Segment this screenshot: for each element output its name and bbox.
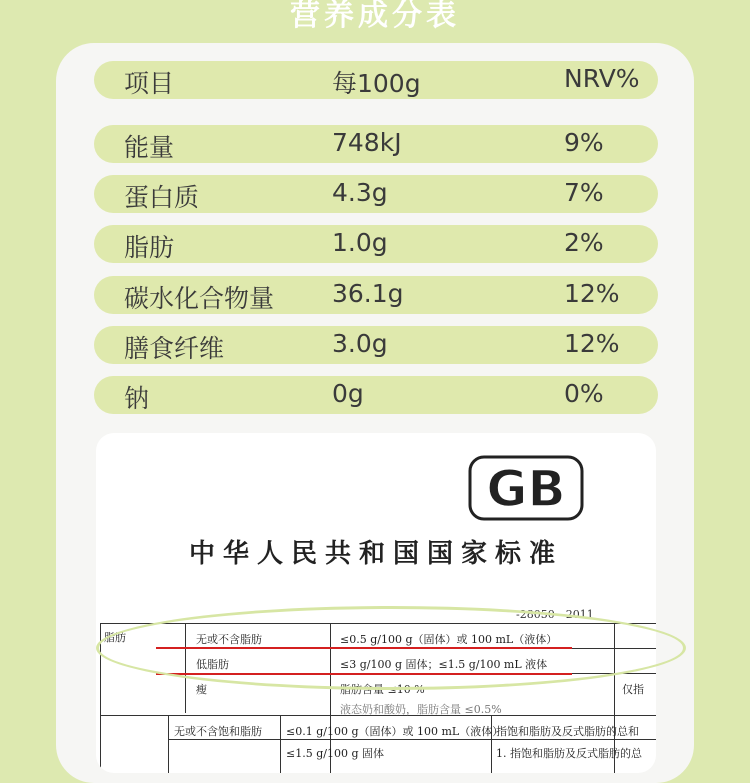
header-per: 每100g (332, 69, 421, 98)
header-item: 项目 (124, 69, 175, 98)
standard-number: -28050—2011 (516, 608, 594, 621)
table-condition: ≤0.5 g/100 g（固体）或 100 mL（液体） (340, 633, 558, 646)
table-note: 指饱和脂肪及反式脂肪的总和 (496, 725, 639, 738)
table-line (168, 739, 656, 740)
standard-document (96, 433, 656, 773)
table-term: 无或不含饱和脂肪 (174, 725, 262, 738)
gb-logo-icon (466, 453, 586, 523)
table-header-row (94, 61, 658, 99)
table-condition: ≤3 g/100 g 固体；≤1.5 g/100 mL 液体 (340, 658, 548, 671)
header-nrv: NRV% (564, 64, 640, 93)
table-line (168, 715, 169, 773)
table-note: 1. 指饱和脂肪及反式脂肪的总 (496, 747, 642, 760)
table-row (94, 175, 658, 213)
row-nrv: 12% (564, 279, 620, 308)
row-name: 膳食纤维 (124, 334, 225, 363)
table-row (94, 376, 658, 414)
row-nrv: 7% (564, 178, 604, 207)
row-name: 蛋白质 (124, 183, 200, 212)
table-line (280, 715, 281, 773)
row-per: 3.0g (332, 329, 388, 358)
table-condition: 脂肪含量 ≤10 % (340, 683, 425, 696)
table-cut-row: 液态奶和酸奶，脂肪含量 ≤0.5% (340, 703, 502, 716)
table-note: 仅指 (622, 683, 644, 696)
highlight-ellipse (96, 606, 686, 690)
row-nrv: 9% (564, 128, 604, 157)
table-category: 脂肪 (104, 631, 126, 644)
row-name: 能量 (124, 133, 175, 162)
row-nrv: 2% (564, 228, 604, 257)
row-per: 748kJ (332, 128, 402, 157)
row-per: 0g (332, 379, 364, 408)
table-term: 瘦 (196, 683, 207, 696)
page-title: 营养成分表 (290, 0, 460, 33)
row-nrv: 12% (564, 329, 620, 358)
row-per: 1.0g (332, 228, 388, 257)
table-condition: ≤0.1 g/100 g（固体）或 100 mL（液体） (286, 725, 504, 738)
table-condition: ≤1.5 g/100 g 固体 (286, 747, 384, 760)
row-name: 脂肪 (124, 233, 175, 262)
row-per: 36.1g (332, 279, 404, 308)
table-term: 低脂肪 (196, 658, 229, 671)
row-name: 钠 (124, 384, 150, 413)
table-row (94, 326, 658, 364)
table-term: 无或不含脂肪 (196, 633, 262, 646)
table-row (94, 225, 658, 263)
row-per: 4.3g (332, 178, 388, 207)
gb-logo-text: GB (486, 460, 566, 518)
row-nrv: 0% (564, 379, 604, 408)
row-name: 碳水化合物量 (124, 284, 275, 313)
table-row (94, 276, 658, 314)
standard-title: 中华人民共和国国家标准 (188, 539, 563, 569)
table-row (94, 125, 658, 163)
